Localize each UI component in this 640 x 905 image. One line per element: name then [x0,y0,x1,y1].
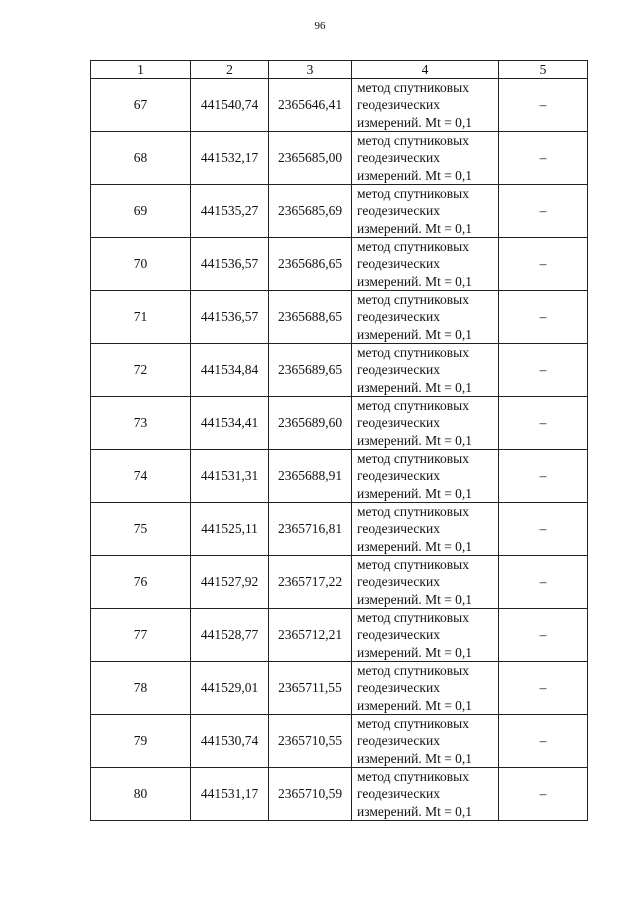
column-header: 3 [269,61,352,79]
x-coordinate-cell: 441527,92 [191,556,269,609]
table-row [91,450,588,503]
method-cell [352,450,499,503]
table-row [91,238,588,291]
method-line: геодезических [357,203,440,219]
y-coordinate-cell: 2365710,59 [269,768,352,821]
method-cell [352,503,499,556]
y-coordinate-cell: 2365717,22 [269,556,352,609]
method-cell [352,556,499,609]
method-line: измерений. Mt = 0,1 [357,485,473,501]
table-row [91,503,588,556]
method-line: геодезических [357,150,440,166]
method-line: метод спутниковых [357,557,469,573]
note-cell: – [499,397,588,450]
method-line: измерений. Mt = 0,1 [357,220,473,236]
table-row [91,291,588,344]
point-number-cell: 67 [91,79,191,132]
table-row [91,609,588,662]
method-line: геодезических [357,97,440,113]
point-number-cell: 70 [91,238,191,291]
x-coordinate-cell: 441534,84 [191,344,269,397]
y-coordinate-cell: 2365688,65 [269,291,352,344]
coordinates-table [90,60,588,821]
column-header: 1 [91,61,191,79]
y-coordinate-cell: 2365716,81 [269,503,352,556]
method-line: измерений. Mt = 0,1 [357,432,473,448]
point-number-cell: 78 [91,662,191,715]
method-cell [352,291,499,344]
point-number-cell: 68 [91,132,191,185]
table-row [91,344,588,397]
note-cell: – [499,715,588,768]
x-coordinate-cell: 441528,77 [191,609,269,662]
y-coordinate-cell: 2365712,21 [269,609,352,662]
method-line: метод спутниковых [357,292,469,308]
point-number-cell: 80 [91,768,191,821]
note-cell: – [499,556,588,609]
method-line: метод спутниковых [357,504,469,520]
table-row [91,715,588,768]
table-row [91,556,588,609]
method-line: измерений. Mt = 0,1 [357,326,473,342]
x-coordinate-cell: 441530,74 [191,715,269,768]
method-line: метод спутниковых [357,239,469,255]
method-line: геодезических [357,627,440,643]
method-cell [352,715,499,768]
method-line: метод спутниковых [357,663,469,679]
method-line: измерений. Mt = 0,1 [357,167,473,183]
note-cell: – [499,238,588,291]
x-coordinate-cell: 441529,01 [191,662,269,715]
method-cell [352,344,499,397]
method-line: метод спутниковых [357,451,469,467]
point-number-cell: 77 [91,609,191,662]
note-cell: – [499,768,588,821]
method-line: метод спутниковых [357,610,469,626]
x-coordinate-cell: 441540,74 [191,79,269,132]
note-cell: – [499,609,588,662]
y-coordinate-cell: 2365688,91 [269,450,352,503]
column-header: 4 [352,61,499,79]
method-line: геодезических [357,680,440,696]
method-line: геодезических [357,468,440,484]
method-line: измерений. Mt = 0,1 [357,273,473,289]
point-number-cell: 74 [91,450,191,503]
table-row [91,662,588,715]
y-coordinate-cell: 2365711,55 [269,662,352,715]
method-line: метод спутниковых [357,716,469,732]
note-cell: – [499,344,588,397]
point-number-cell: 69 [91,185,191,238]
note-cell: – [499,132,588,185]
note-cell: – [499,79,588,132]
method-line: измерений. Mt = 0,1 [357,803,473,819]
table-row [91,397,588,450]
method-line: геодезических [357,415,440,431]
table-body [91,79,588,821]
column-header: 2 [191,61,269,79]
method-line: геодезических [357,362,440,378]
method-line: геодезических [357,786,440,802]
x-coordinate-cell: 441532,17 [191,132,269,185]
note-cell: – [499,662,588,715]
x-coordinate-cell: 441534,41 [191,397,269,450]
table-row [91,768,588,821]
point-number-cell: 72 [91,344,191,397]
method-line: измерений. Mt = 0,1 [357,591,473,607]
method-cell [352,768,499,821]
table-row [91,185,588,238]
method-line: метод спутниковых [357,398,469,414]
page-number: 96 [314,20,326,32]
method-line: геодезических [357,574,440,590]
table-row [91,132,588,185]
method-cell [352,132,499,185]
method-line: метод спутниковых [357,769,469,785]
x-coordinate-cell: 441536,57 [191,238,269,291]
x-coordinate-cell: 441535,27 [191,185,269,238]
y-coordinate-cell: 2365685,69 [269,185,352,238]
method-cell [352,185,499,238]
x-coordinate-cell: 441536,57 [191,291,269,344]
method-line: метод спутниковых [357,80,469,96]
x-coordinate-cell: 441531,31 [191,450,269,503]
point-number-cell: 75 [91,503,191,556]
method-line: геодезических [357,256,440,272]
table-header-row [91,61,588,79]
method-line: метод спутниковых [357,345,469,361]
y-coordinate-cell: 2365710,55 [269,715,352,768]
method-cell [352,238,499,291]
method-line: измерений. Mt = 0,1 [357,379,473,395]
method-cell [352,397,499,450]
method-cell [352,79,499,132]
method-line: метод спутниковых [357,186,469,202]
y-coordinate-cell: 2365689,60 [269,397,352,450]
method-line: геодезических [357,309,440,325]
method-line: измерений. Mt = 0,1 [357,750,473,766]
y-coordinate-cell: 2365686,65 [269,238,352,291]
method-line: измерений. Mt = 0,1 [357,114,473,130]
method-cell [352,609,499,662]
table-row [91,79,588,132]
point-number-cell: 71 [91,291,191,344]
method-cell [352,662,499,715]
y-coordinate-cell: 2365685,00 [269,132,352,185]
method-line: геодезических [357,733,440,749]
point-number-cell: 79 [91,715,191,768]
x-coordinate-cell: 441525,11 [191,503,269,556]
note-cell: – [499,291,588,344]
method-line: метод спутниковых [357,133,469,149]
method-line: геодезических [357,521,440,537]
point-number-cell: 76 [91,556,191,609]
point-number-cell: 73 [91,397,191,450]
method-line: измерений. Mt = 0,1 [357,538,473,554]
note-cell: – [499,185,588,238]
column-header: 5 [499,61,588,79]
y-coordinate-cell: 2365689,65 [269,344,352,397]
method-line: измерений. Mt = 0,1 [357,644,473,660]
note-cell: – [499,450,588,503]
y-coordinate-cell: 2365646,41 [269,79,352,132]
x-coordinate-cell: 441531,17 [191,768,269,821]
method-line: измерений. Mt = 0,1 [357,697,473,713]
note-cell: – [499,503,588,556]
